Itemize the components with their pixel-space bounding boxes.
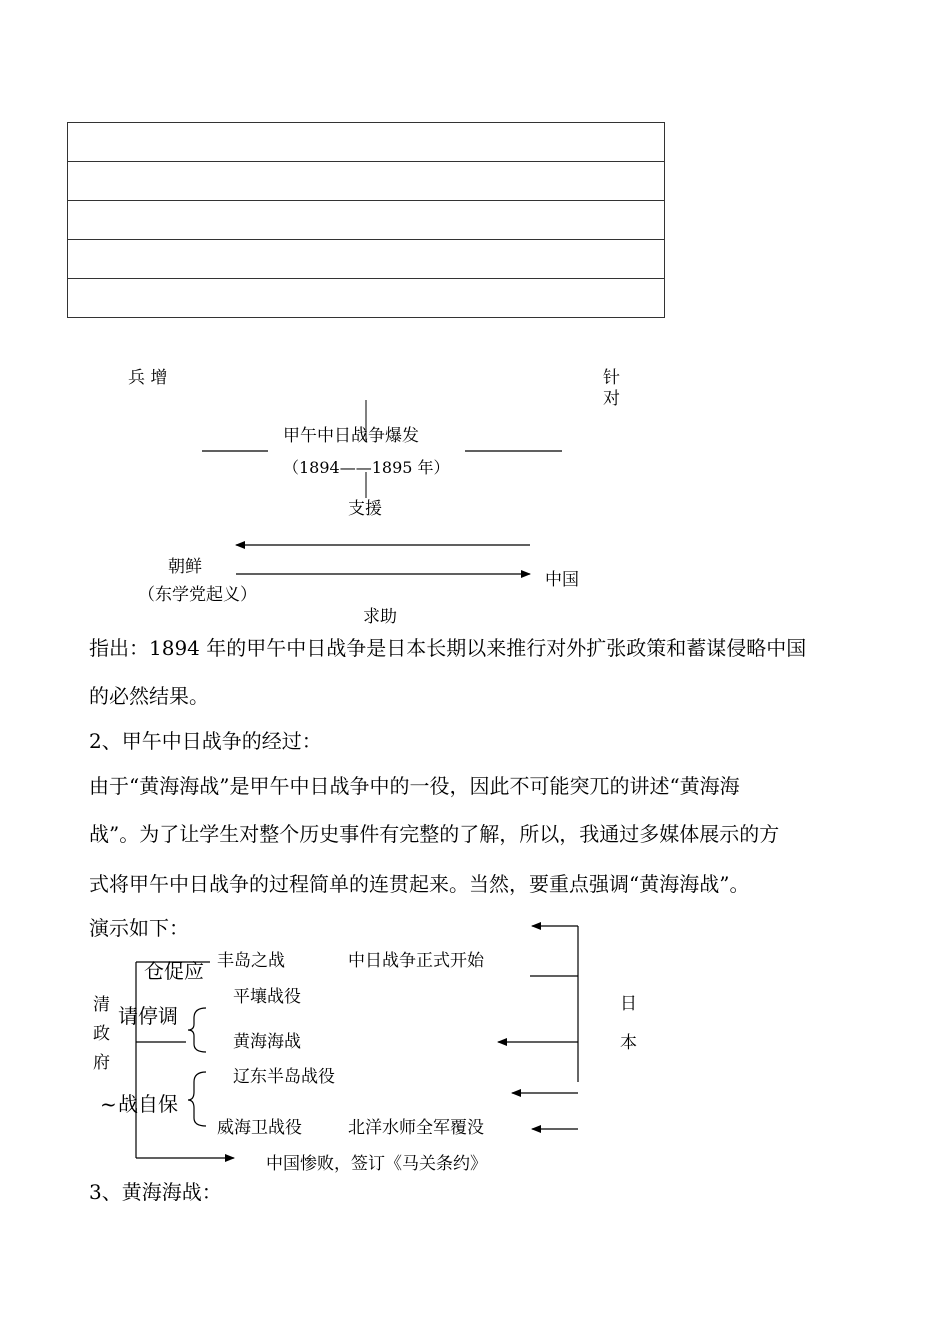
paragraph-1-line-1: 指出：1894 年的甲午中日战争是日本长期以来推行对外扩张政策和蓄谋侵略中国 <box>89 636 807 660</box>
battle-liaodong: 辽东半岛战役 <box>233 1067 335 1087</box>
note-beiyang-destroyed: 北洋水师全军覆没 <box>348 1118 484 1138</box>
heading-2: 2、甲午中日战争的经过： <box>89 729 322 753</box>
label-korea-sub: （东学党起义） <box>138 585 257 605</box>
paragraph-2-line-2: 战”。为了让学生对整个历史事件有完整的了解，所以，我通过多媒体展示的方 <box>89 822 780 846</box>
heading-3: 3、黄海海战： <box>89 1180 222 1204</box>
qing-char-1: 清 <box>93 995 110 1015</box>
side-label-tilde: ~ <box>100 1092 117 1116</box>
battle-pyongyang: 平壤战役 <box>233 987 301 1007</box>
battle-yellow-sea: 黄海海战 <box>233 1032 301 1052</box>
paragraph-2-line-3: 式将甲午中日战争的过程简单的连贯起来。当然，要重点强调“黄海海战”。 <box>89 872 750 896</box>
d2-brace-upper <box>188 1008 206 1052</box>
side-label-mediation: 请停调 <box>118 1004 178 1028</box>
battle-fengdao: 丰岛之战 <box>217 951 285 971</box>
result-treaty: 中国惨败，签订《马关条约》 <box>266 1154 487 1174</box>
center-title: 甲午中日战争爆发 <box>283 426 419 446</box>
japan-char-2: 本 <box>620 1033 637 1053</box>
japan-char-1: 日 <box>620 994 637 1014</box>
qing-char-3: 府 <box>93 1053 110 1073</box>
battle-weihaiwei: 威海卫战役 <box>217 1118 302 1138</box>
d2-brace-lower <box>188 1072 206 1126</box>
label-troop-increase: 兵 增 <box>128 368 168 388</box>
label-help: 求助 <box>363 607 397 627</box>
paragraph-2-line-1: 由于“黄海海战”是甲午中日战争中的一役，因此不可能突兀的讲述“黄海海 <box>89 774 740 798</box>
label-support: 支援 <box>348 499 382 519</box>
label-korea: 朝鲜 <box>168 557 202 577</box>
center-years: （1894——1895 年） <box>283 458 450 477</box>
paragraph-1-line-2: 的必然结果。 <box>89 684 209 708</box>
side-label-self-defense: 战自保 <box>118 1092 178 1116</box>
note-war-begins: 中日战争正式开始 <box>348 951 484 971</box>
label-target-2: 对 <box>603 389 620 409</box>
label-target-1: 针 <box>603 368 620 388</box>
label-china: 中国 <box>545 570 579 590</box>
demo-label: 演示如下： <box>89 916 189 940</box>
qing-char-2: 政 <box>93 1024 110 1044</box>
side-label-hasty: 仓促应 <box>144 959 204 983</box>
